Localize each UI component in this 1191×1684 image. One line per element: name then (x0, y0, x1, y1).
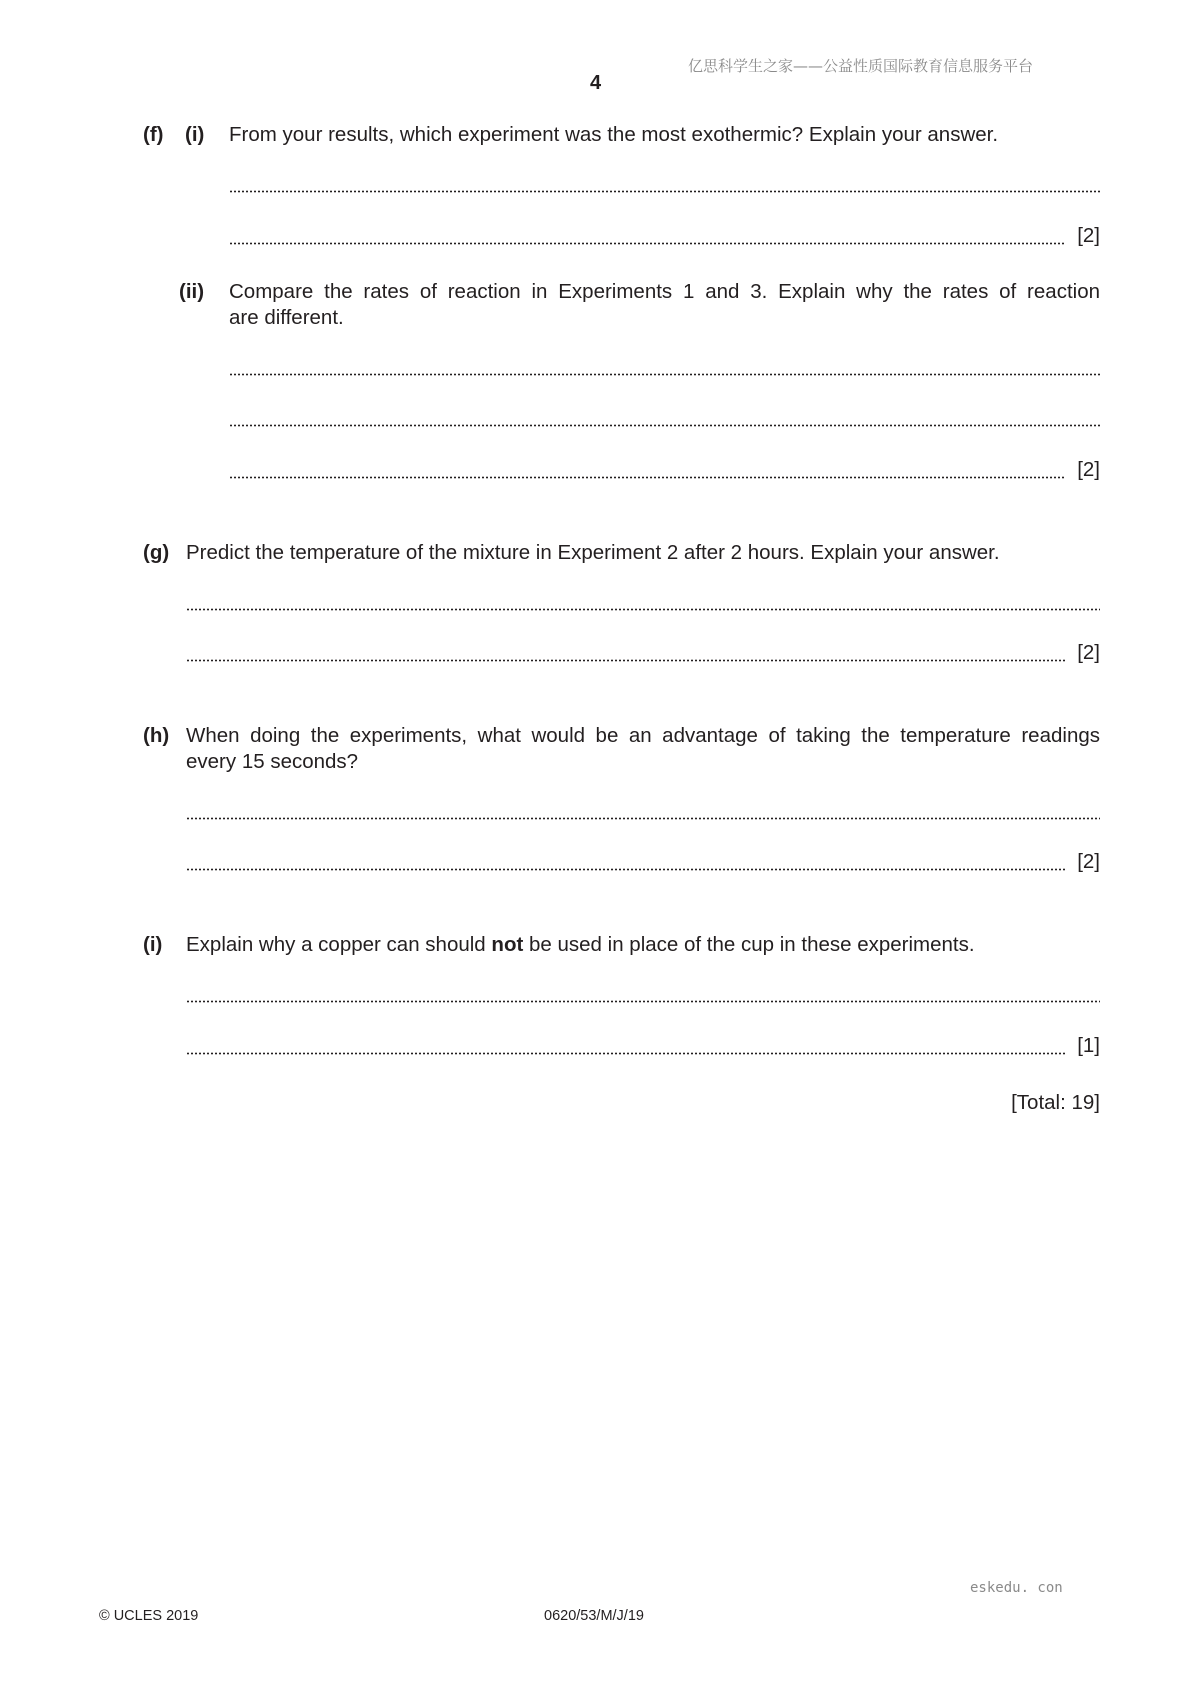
answer-line-g-1[interactable] (186, 592, 1100, 612)
question-i-label: (i) (143, 933, 163, 956)
mark-h: [2] (1077, 850, 1100, 873)
answer-line-g-2[interactable] (186, 643, 1100, 663)
question-f-ii-text-line1: Compare the rates of reaction in Experiments 1 and 3. Explain why the rates of reaction (229, 280, 1100, 303)
question-f-label: (f) (143, 123, 164, 146)
question-i-text-bold: not (491, 933, 524, 956)
footer-copyright: © UCLES 2019 (99, 1608, 199, 1624)
question-i-text (186, 932, 975, 958)
question-f-ii-text-line2: are different. (229, 306, 344, 329)
total-marks: [Total: 19] (1011, 1091, 1100, 1114)
answer-line-f-ii-3[interactable] (229, 460, 1100, 480)
question-f-i-label: (i) (185, 123, 205, 146)
question-g-text: Predict the temperature of the mixture in Experiment 2 after 2 hours. Explain your answer. (186, 541, 1000, 564)
question-f-i-text: From your results, which experiment was the most exothermic? Explain your answer. (229, 123, 999, 146)
answer-line-h-2[interactable] (186, 852, 1100, 872)
mark-i: [1] (1077, 1034, 1100, 1057)
answer-line-f-i-2[interactable] (229, 226, 1100, 246)
answer-line-h-1[interactable] (186, 801, 1100, 821)
question-h-text-line1: When doing the experiments, what would be an advantage of taking the temperature readings (186, 724, 1100, 747)
question-f-ii-label: (ii) (179, 280, 205, 303)
question-g-label: (g) (143, 541, 170, 564)
question-i-text-before: Explain why a copper can should (186, 933, 492, 956)
answer-line-f-ii-1[interactable] (229, 357, 1100, 377)
footer-paper-code: 0620/53/M/J/19 (544, 1608, 644, 1624)
answer-line-f-ii-2[interactable] (229, 408, 1100, 428)
header-watermark: 亿思科学生之家——公益性质国际教育信息服务平台 (688, 57, 1034, 75)
footer-watermark: eskedu. con (970, 1580, 1063, 1596)
question-i-text-after: be used in place of the cup in these experiments. (523, 933, 975, 956)
mark-f-ii: [2] (1077, 458, 1100, 481)
mark-g: [2] (1077, 641, 1100, 664)
question-h-text-line2: every 15 seconds? (186, 750, 359, 773)
answer-line-i-1[interactable] (186, 984, 1100, 1004)
answer-line-f-i-1[interactable] (229, 174, 1100, 194)
mark-f-i: [2] (1077, 224, 1100, 247)
answer-line-i-2[interactable] (186, 1036, 1100, 1056)
page-number: 4 (590, 72, 602, 94)
question-h-label: (h) (143, 724, 170, 747)
